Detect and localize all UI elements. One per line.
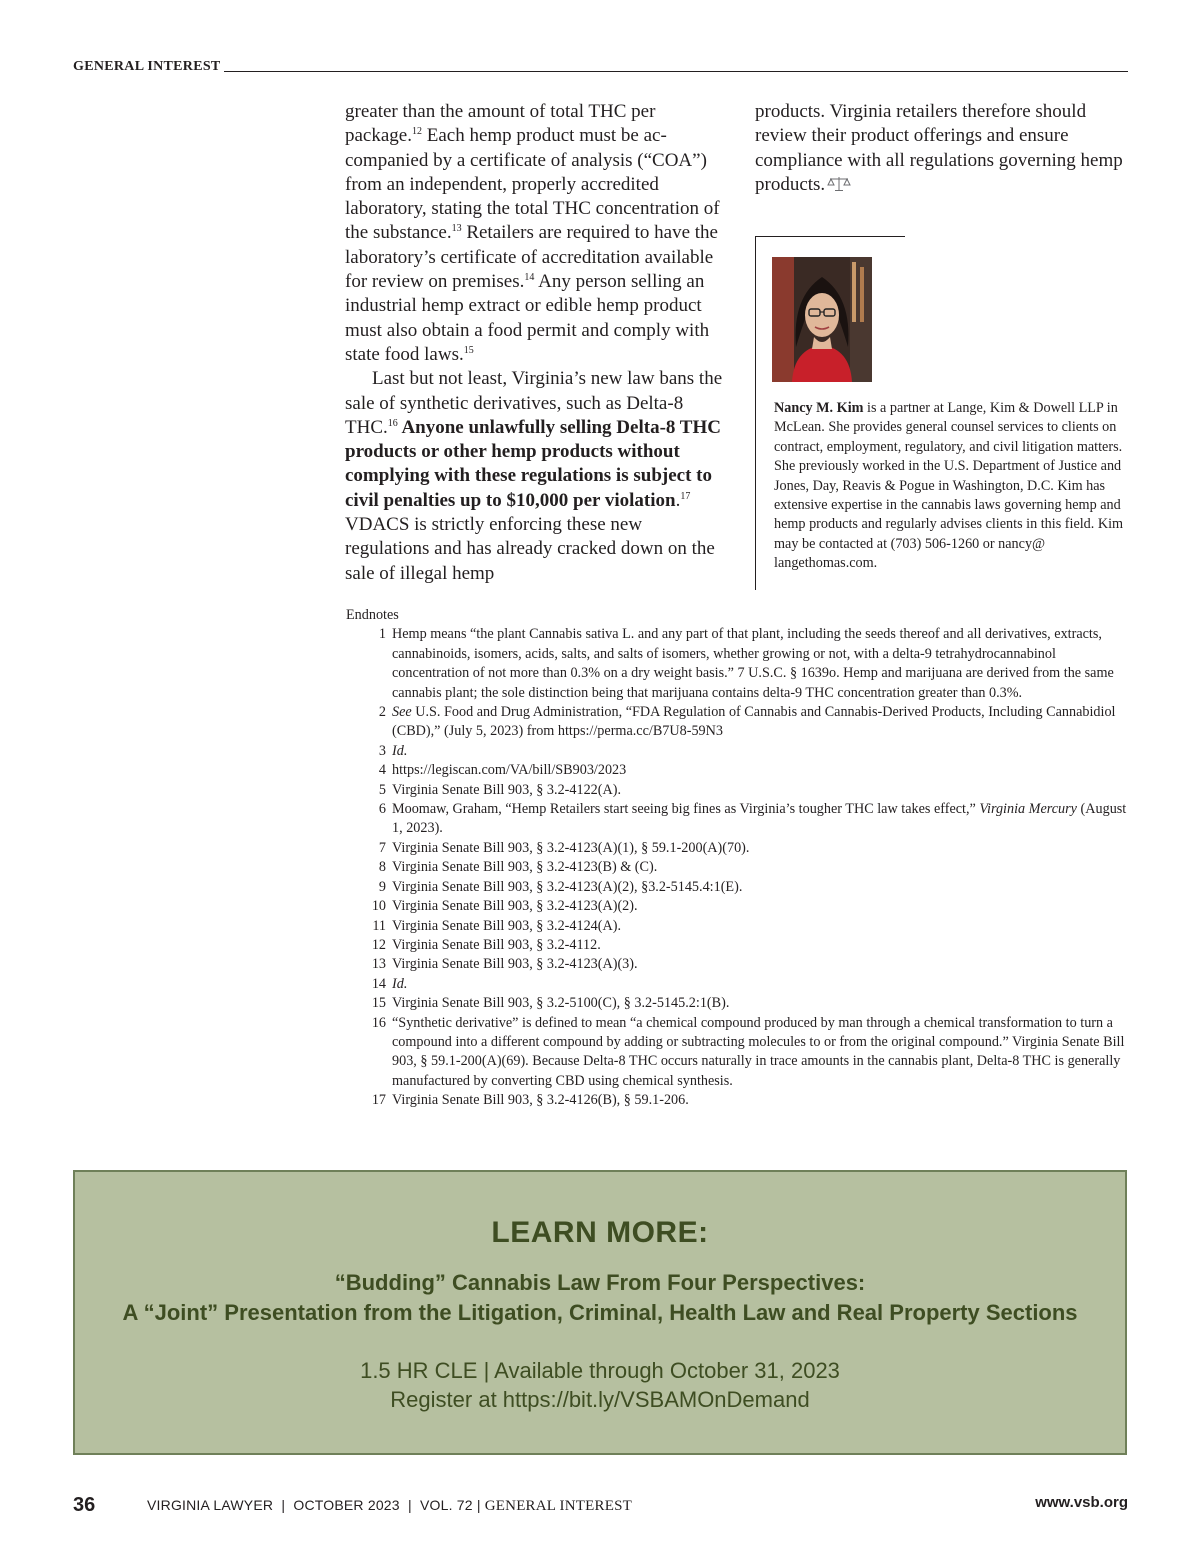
endnote-item (346, 703, 1136, 742)
endnote-number: 12 (371, 936, 386, 953)
endnote-body: Virginia Senate Bill 903, § 3.2-4123(A)(1), § 59.1-200(A)(70). (392, 839, 750, 856)
footnote-ref-16: 16 (387, 417, 398, 429)
endnote-number: 9 (378, 878, 386, 895)
footer-section: GENERAL INTEREST (484, 1498, 632, 1514)
endnote-body: Virginia Senate Bill 903, § 3.2-4123(A)(2), §3.2-5145.4:1(E). (392, 878, 743, 895)
bio-left-rule (755, 236, 756, 590)
endnote-number: 6 (378, 801, 386, 818)
endnote-body: Virginia Senate Bill 903, § 3.2-4112. (392, 936, 601, 953)
endnote-body: Virginia Senate Bill 903, § 3.2-4124(A). (392, 917, 622, 934)
paragraph-1 (345, 100, 725, 367)
learn-more-register-link[interactable]: Register at https://bit.ly/VSBAMOnDemand (390, 1387, 810, 1412)
text-run: Retailers are required to have the laboratory’s certificate of accreditation available for review on premises. (345, 222, 718, 293)
endnote-item (346, 975, 1136, 994)
endnote-number: 11 (372, 917, 386, 934)
bold-text-run: Anyone unlawfully selling Delta-8 THC products or other hemp products without complying with these regulations is subject to civil penalties up to $10,000 per violation (345, 416, 721, 511)
endnote-text (386, 781, 1136, 800)
endnote-number: 2 (378, 704, 386, 721)
endnote-number: 8 (378, 859, 386, 876)
endnote-text (386, 800, 1136, 839)
endnote-body: Virginia Senate Bill 903, § 3.2-5100(C), § 3.2-5145.2:1(B). (392, 995, 730, 1012)
footer-publication-info (147, 1497, 632, 1515)
endnote-text (386, 955, 1136, 974)
endnote-number: 13 (371, 956, 386, 973)
endnote-body: Virginia Senate Bill 903, § 3.2-4123(A)(2). (392, 898, 638, 915)
paragraph-3 (755, 100, 1125, 197)
paragraph-2 (345, 367, 725, 586)
endnote-body: https://legiscan.com/VA/bill/SB903/2023 (392, 762, 627, 779)
endnote-item (346, 761, 1136, 780)
endnote-item (346, 994, 1136, 1013)
endnote-item (346, 955, 1136, 974)
endnote-number: 17 (371, 1092, 386, 1109)
text-run: Any person selling an industrial hemp extract or edible hemp product must also obtain a food permit and comply with state food laws. (345, 271, 710, 365)
endnote-body: Moomaw, Graham, “Hemp Retailers start seeing big fines as Virginia’s tougher THC law takes effect,” (392, 801, 980, 818)
endnote-number: 16 (371, 1014, 386, 1031)
endnote-body-end: (August 1, 2023). (392, 801, 1127, 837)
footnote-ref-17: 17 (680, 490, 691, 502)
bio-description: is a partner at Lange, Kim & Dowell LLP in McLean. She provides general counsel services to clients on contract, employment, regulatory, and civil litigation matters. She previously worked in the U.S. Department of Justice and Jones, Day, Reavis & Pogue in Washington, D.C. Kim has extensive expertise in the cannabis laws governing hemp and hemp products and regularly advises clients in this field. Kim may be contacted at (703) 506-1260 or nancy@​langethomas.com. (774, 400, 1124, 572)
learn-more-title: LEARN MORE: (491, 1216, 709, 1249)
endnote-number: 1 (378, 626, 386, 643)
endnote-number: 15 (371, 995, 386, 1012)
endnote-number: 10 (371, 898, 386, 915)
endnote-body: Virginia Senate Bill 903, § 3.2-4123(A)(3). (392, 956, 638, 973)
footer-publication: VIRGINIA LAWYER | OCTOBER 2023 | VOL. 72 | (147, 1497, 485, 1513)
endnote-italic: See (392, 704, 412, 721)
section-label: GENERAL INTEREST (73, 59, 221, 74)
text-run: Last but not least, Virginia’s new law bans the sale of synthetic derivatives, such as Delta-8 THC. (345, 368, 723, 438)
text-run: greater than the amount of total THC per package. (345, 101, 656, 147)
endnote-item (346, 897, 1136, 916)
endnote-text (386, 761, 1136, 780)
endnote-item (346, 839, 1136, 858)
learn-more-cle-info: 1.5 HR CLE | Available through October 31, 2023 (360, 1358, 840, 1383)
endnote-text (386, 878, 1136, 897)
endnote-number: 14 (371, 975, 386, 992)
bio-text (774, 399, 1126, 574)
endnotes (346, 606, 1136, 1111)
endnote-text (386, 742, 1136, 761)
endnote-item (346, 625, 1136, 703)
scales-of-justice-icon (827, 175, 851, 191)
text-run: VDACS is strictly enforcing these new regulations and has already cracked down on the sale of illegal hemp (345, 514, 715, 584)
endnote-body: Virginia Senate Bill 903, § 3.2-4126(B), § 59.1-206. (392, 1092, 689, 1109)
endnote-text (386, 703, 1136, 742)
learn-more-box (73, 1170, 1127, 1455)
endnote-item (346, 917, 1136, 936)
footnote-ref-12: 12 (411, 126, 422, 138)
endnote-text (386, 839, 1136, 858)
bio-top-rule (755, 236, 905, 237)
page-number: 36 (73, 1494, 96, 1516)
endnote-text (386, 858, 1136, 877)
endnote-number: 4 (378, 762, 386, 779)
endnote-text (386, 917, 1136, 936)
endnote-item (346, 742, 1136, 761)
endnote-item (346, 936, 1136, 955)
author-bio (774, 399, 1126, 574)
endnote-body: U.S. Food and Drug Administration, “FDA Regulation of Cannabis and Cannabis-Derived Products, Including Cannabidiol (CBD),” (July 5, 2023) from https://perma.cc/B7U8-59N3 (392, 704, 1116, 740)
article-right-column (755, 100, 1125, 197)
footnote-ref-13: 13 (451, 223, 462, 235)
endnote-italic: Id. (392, 975, 408, 992)
learn-more-subtitle-line-2: A “Joint” Presentation from the Litigation, Criminal, Health Law and Real Property Sections (122, 1300, 1078, 1325)
endnote-item (346, 800, 1136, 839)
endnote-text (386, 897, 1136, 916)
text-run: Each hemp product must be accompanied by a certificate of analysis (“COA”) from an independent, properly accredited laboratory, stating the total THC concentration of the substance. (345, 125, 720, 244)
endnote-item (346, 781, 1136, 800)
endnote-italic: Id. (392, 742, 408, 759)
endnote-body: Hemp means “the plant Cannabis sativa L. and any part of that plant, including the seeds thereof and all derivatives, extracts, cannabinoids, isomers, acids, salts, and salts of isomers, whether growing or not, with a delta-9 tetrahydrocannabinol concentration of not more than 0.3% on a dry weight basis.” 7 U.S.C. § 1639o. Hemp and marijuana are derived from the same cannabis plant; the sole distinction being that marijuana contains delta-9 THC concentration greater than 0.3%. (392, 626, 1114, 701)
footer-website-link[interactable]: www.vsb.org (1035, 1494, 1128, 1511)
endnote-text (386, 1091, 1136, 1110)
endnote-item (346, 1014, 1136, 1092)
endnote-text (386, 994, 1136, 1013)
footnote-ref-15: 15 (463, 344, 474, 356)
text-run: . (675, 489, 681, 511)
endnote-text (386, 1014, 1136, 1092)
endnote-item (346, 1091, 1136, 1110)
endnote-number: 5 (378, 781, 386, 798)
endnote-item (346, 858, 1136, 877)
author-photo (772, 257, 872, 382)
endnote-body: “Synthetic derivative” is defined to mean “a chemical compound produced by man through a chemical transformation to turn a compound into a different compound by adding or subtracting molecules to or from the original compound.” Virginia Senate Bill 903, § 59.1-200(A)(69). Because Delta-8 THC occurs naturally in trace amounts in the cannabis plant, Delta-8 THC is generally manufactured by converting CBD using chemical synthesis. (392, 1014, 1125, 1089)
page-footer (73, 1492, 1128, 1522)
header-rule (224, 71, 1128, 72)
endnote-text (386, 625, 1136, 703)
learn-more-subtitle-line-1: “Budding” Cannabis Law From Four Perspectives: (334, 1270, 866, 1295)
footnote-ref-14: 14 (524, 272, 535, 284)
endnote-number: 3 (378, 742, 386, 759)
author-name: Nancy M. Kim (774, 400, 864, 416)
section-header (73, 59, 1128, 75)
article-left-column (345, 100, 725, 586)
endnotes-list (346, 625, 1136, 1110)
endnote-text (386, 975, 1136, 994)
endnote-body: Virginia Senate Bill 903, § 3.2-4122(A). (392, 781, 622, 798)
text-run: products. Virginia retailers therefore should review their product offerings and ensure compliance with all regulations governing hemp products. (755, 101, 1123, 195)
endnotes-heading: Endnotes (346, 607, 399, 623)
endnote-text (386, 936, 1136, 955)
endnote-number: 7 (378, 839, 386, 856)
endnote-item (346, 878, 1136, 897)
endnote-italic-title: Virginia Mercury (979, 801, 1077, 818)
endnote-body: Virginia Senate Bill 903, § 3.2-4123(B) & (C). (392, 859, 658, 876)
